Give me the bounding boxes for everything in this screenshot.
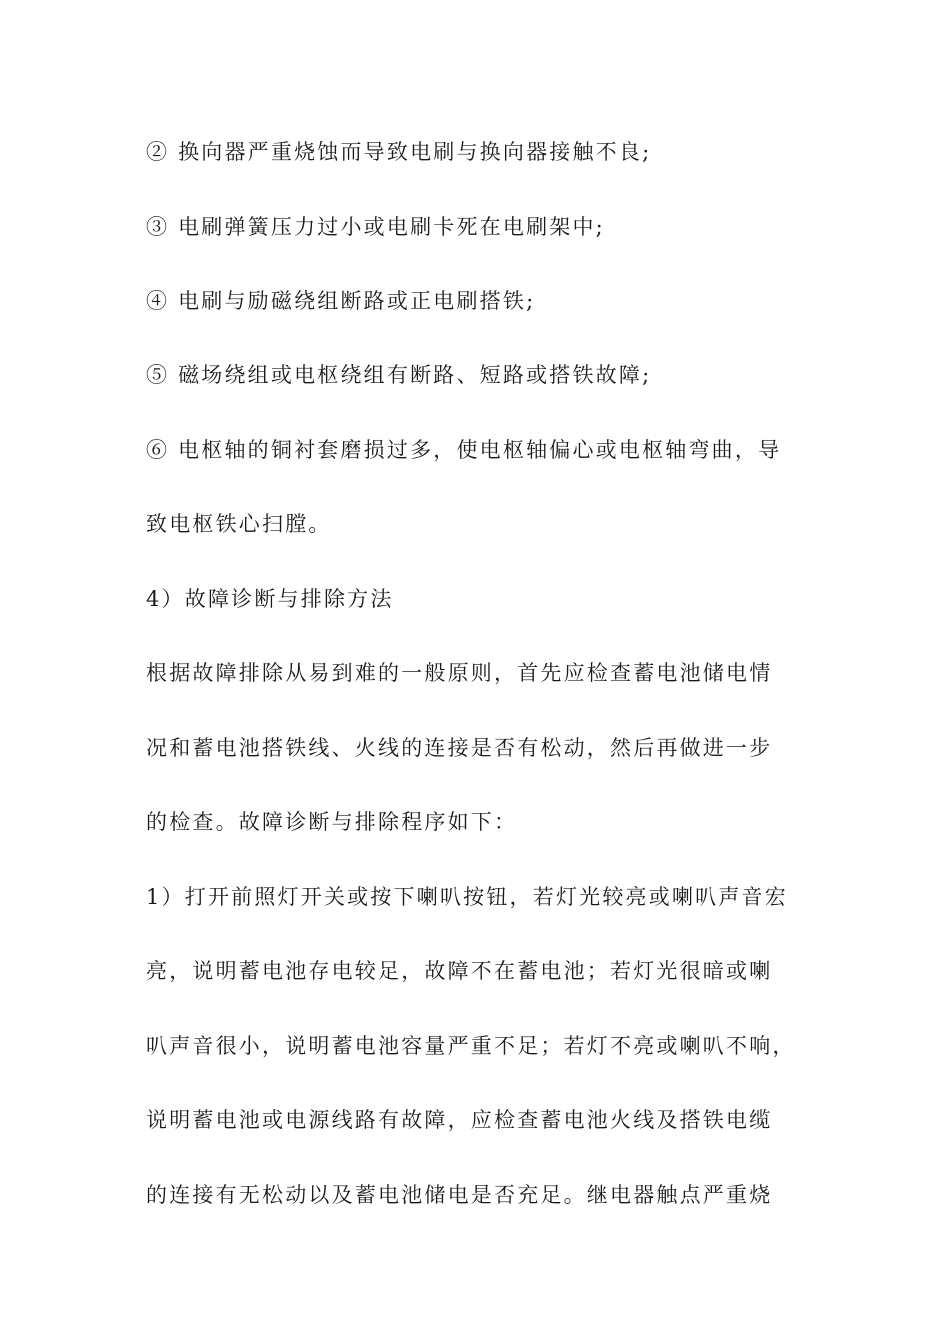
text-line-2: ③ 电刷弹簧压力过小或电刷卡死在电刷架中;: [146, 215, 605, 239]
text-line-11: 1）打开前照灯开关或按下喇叭按钮，若灯光较亮或喇叭声音宏: [146, 885, 788, 909]
text-line-9: 况和蓄电池搭铁线、火线的连接是否有松动，然后再做进一步: [146, 736, 773, 760]
text-line-12: 亮，说明蓄电池存电较足，故障不在蓄电池；若灯光很暗或喇: [146, 959, 773, 983]
text-line-13: 叭声音很小，说明蓄电池容量严重不足；若灯不亮或喇叭不响，: [146, 1034, 796, 1058]
text-line-1: ② 换向器严重烧蚀而导致电刷与换向器接触不良;: [146, 140, 652, 164]
text-line-3: ④ 电刷与励磁绕组断路或正电刷搭铁;: [146, 289, 536, 313]
text-line-5: ⑥ 电枢轴的铜衬套磨损过多，使电枢轴偏心或电枢轴弯曲，导: [146, 438, 782, 462]
section-heading: 4）故障诊断与排除方法: [146, 587, 394, 611]
text-line-15: 的连接有无松动以及蓄电池储电是否充足。继电器触点严重烧: [146, 1183, 773, 1207]
text-line-14: 说明蓄电池或电源线路有故障，应检查蓄电池火线及搭铁电缆: [146, 1108, 773, 1132]
text-line-10: 的检查。故障诊断与排除程序如下：: [146, 810, 518, 834]
text-line-6: 致电枢铁心扫膛。: [146, 512, 332, 536]
text-line-4: ⑤ 磁场绕组或电枢绕组有断路、短路或搭铁故障;: [146, 363, 652, 387]
text-line-8: 根据故障排除从易到难的一般原则，首先应检查蓄电池储电情: [146, 661, 773, 685]
